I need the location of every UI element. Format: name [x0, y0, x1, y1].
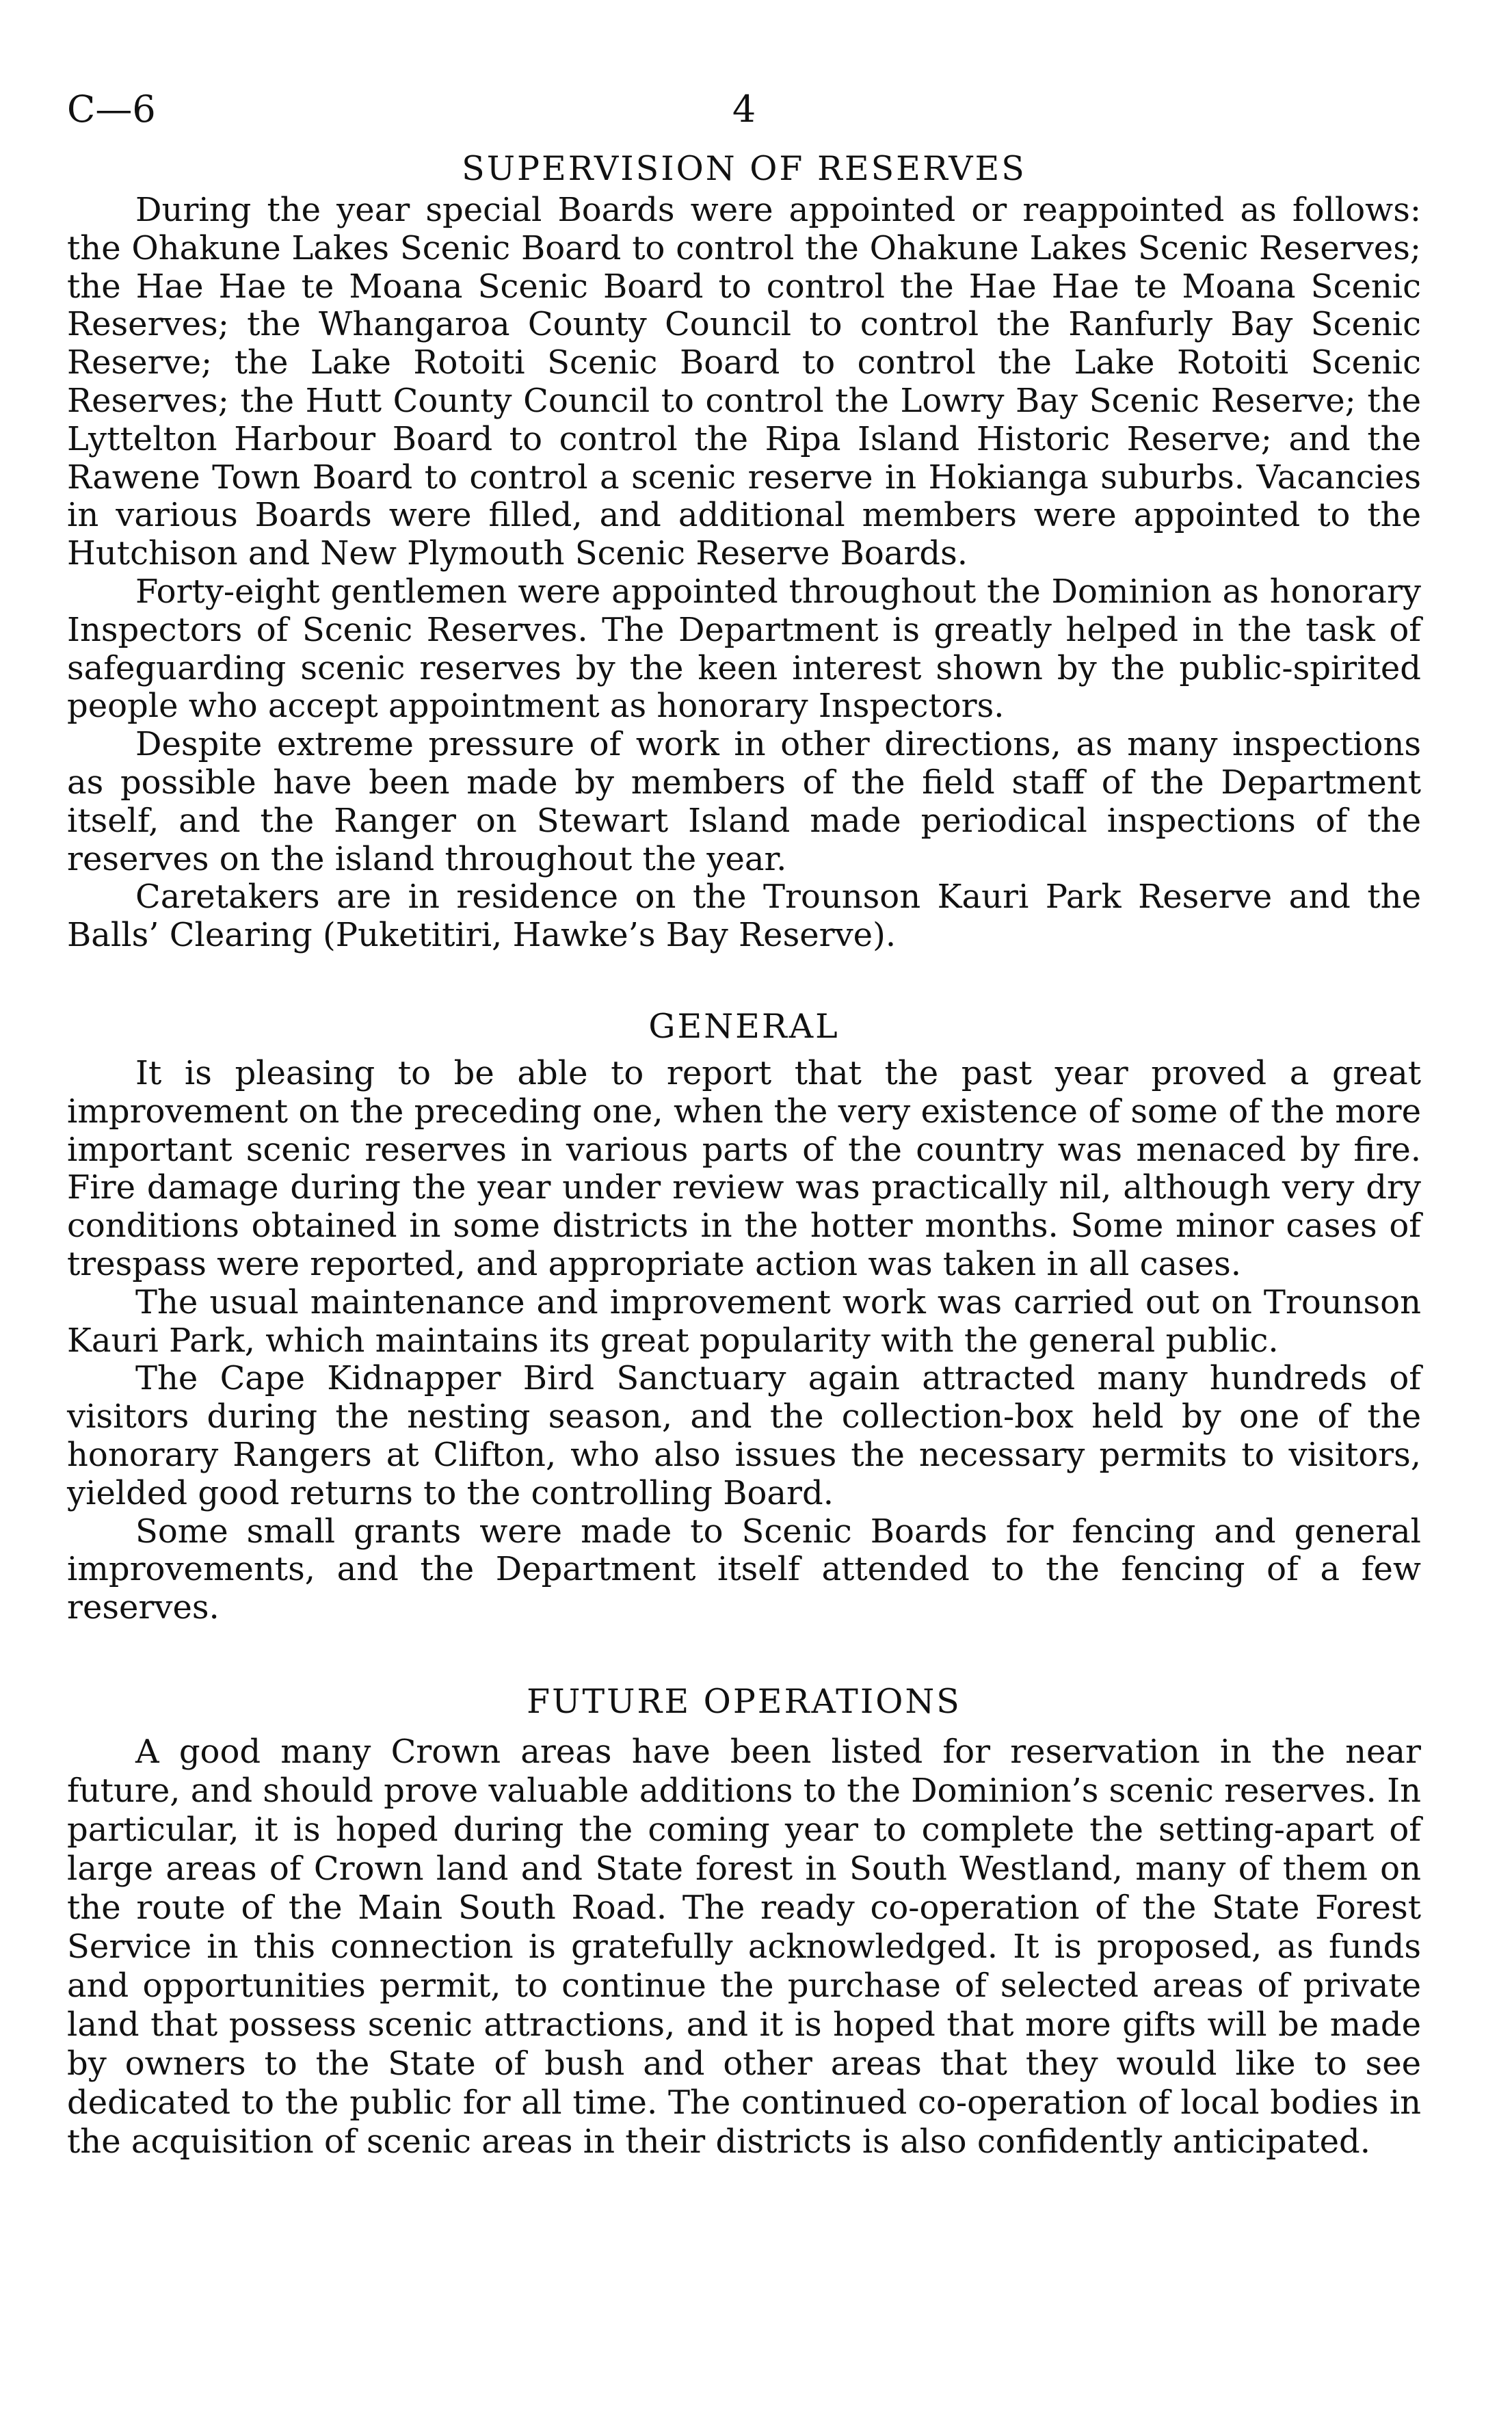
- section-supervision-of-reserves: [67, 148, 1421, 955]
- document-code: C—6: [67, 88, 156, 131]
- paragraph: During the year special Boards were appointed or reappointed as follows: the Ohakune Lakes Scenic Board to control the Ohakune Lakes Scenic Reserves; the Hae Hae te Moana Scenic Board to control the Hae Hae te Moana Scenic Reserves; the Whangaroa County Council to control the Ranfurly Bay Scenic Reserve; the Lake Rotoiti Scenic Board to control the Lake Rotoiti Scenic Reserves; the Hutt County Council to control the Lowry Bay Scenic Reserve; the Lyttelton Harbour Board to control the Ripa Island Historic Reserve; and the Rawene Town Board to control a scenic reserve in Hokianga suburbs. Vacancies in various Boards were filled, and additional members were appointed to the Hutchison and New Plymouth Scenic Reserve Boards.: [67, 191, 1421, 573]
- page-number: 4: [732, 88, 756, 131]
- section-heading: GENERAL: [648, 1006, 840, 1046]
- section-body: [67, 1733, 1421, 2161]
- paragraph: It is pleasing to be able to report that the past year proved a great improvement on the preceding one, when the very existence of some of the more important scenic reserves in various parts of the country was menaced by fire. Fire damage during the year under review was practically nil, although very dry conditions obtained in some districts in the hotter months. Some minor cases of trespass were reported, and appropriate action was taken in all cases.: [67, 1053, 1421, 1283]
- paragraph: Forty-eight gentlemen were appointed throughout the Dominion as honorary Inspectors of Scenic Reserves. The Department is greatly helped in the task of safeguarding scenic reserves by the keen interest shown by the public-spirited people who accept appointment as honorary Inspectors.: [67, 572, 1421, 726]
- section-general: [67, 1006, 1421, 1627]
- section-body: [67, 192, 1421, 955]
- running-header: [67, 89, 1421, 148]
- section-future-operations: [67, 1681, 1421, 2161]
- paragraph: The Cape Kidnapper Bird Sanctuary again attracted many hundreds of visitors during the nesting season, and the collection-box held by one of the honorary Rangers at Clifton, who also issues the necessary permits to visitors, yielded good returns to the controlling Board.: [67, 1359, 1421, 1512]
- paragraph: Caretakers are in residence on the Trounson Kauri Park Reserve and the Balls’ Clearing (Puketitiri, Hawke’s Bay Reserve).: [67, 878, 1421, 955]
- document-page: [67, 89, 1421, 2161]
- paragraph: The usual maintenance and improvement work was carried out on Trounson Kauri Park, which maintains its great popularity with the general public.: [67, 1283, 1421, 1360]
- paragraph: Some small grants were made to Scenic Boards for fencing and general improvements, and the Department itself attended to the fencing of a few reserves.: [67, 1512, 1421, 1627]
- section-heading: SUPERVISION OF RESERVES: [462, 149, 1026, 188]
- section-heading: FUTURE OPERATIONS: [527, 1681, 961, 1721]
- section-body: [67, 1055, 1421, 1627]
- paragraph: Despite extreme pressure of work in other directions, as many inspections as possible have been made by members of the field staff of the Department itself, and the Ranger on Stewart Island made periodical inspections of the reserves on the island throughout the year.: [67, 725, 1421, 878]
- paragraph: A good many Crown areas have been listed for reservation in the near future, and should prove valuable additions to the Dominion’s scenic reserves. In particular, it is hoped during the coming year to complete the setting-apart of large areas of Crown land and State forest in South Westland, many of them on the route of the Main South Road. The ready co-operation of the State Forest Service in this connection is gratefully acknowledged. It is proposed, as funds and opportunities permit, to continue the purchase of selected areas of private land that possess scenic attractions, and it is hoped that more gifts will be made by owners to the State of bush and other areas that they would like to see dedicated to the public for all time. The continued co-operation of local bodies in the acquisition of scenic areas in their districts is also confidently anticipated.: [67, 1732, 1421, 2161]
